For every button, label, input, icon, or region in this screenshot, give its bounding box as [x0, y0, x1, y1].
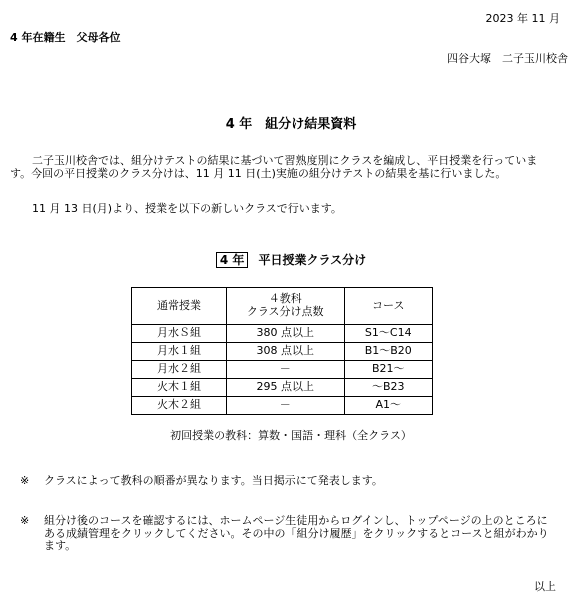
- course-cell: A1～: [344, 397, 432, 415]
- table-title-label: 平日授業クラス分け: [258, 253, 367, 267]
- class-table: [131, 287, 433, 415]
- note-mark: ※: [20, 474, 30, 487]
- table-header-row: [132, 288, 433, 325]
- change-notice: [10, 203, 342, 216]
- header-score: ４教科 クラス分け点数: [226, 288, 344, 325]
- course-cell: B21～: [344, 361, 432, 379]
- table-row: [132, 343, 433, 361]
- class-name-cell: 月水Ｓ組: [132, 325, 227, 343]
- score-cell: 295 点以上: [226, 379, 344, 397]
- score-cell: 380 点以上: [226, 325, 344, 343]
- score-cell: －: [226, 361, 344, 379]
- table-row: [132, 397, 433, 415]
- change-notice-text: 11 月 13 日(月)より、授業を以下の新しいクラスで行います。: [32, 202, 342, 215]
- class-name-cell: 月水２組: [132, 361, 227, 379]
- course-cell: B1～B20: [344, 343, 432, 361]
- note-text: 組分け後のコースを確認するには、ホームページ生徒用からログインし、トップページの上のところにある成績管理をクリックしてください。その中の「組分け履歴」をクリックするとコースと組がわかります。: [44, 514, 549, 553]
- first-class-subjects: 初回授業の教科：算数・国語・理科（全クラス）: [170, 429, 412, 442]
- class-name-cell: 月水１組: [132, 343, 227, 361]
- note-item: [10, 475, 558, 488]
- intro-paragraph: [10, 155, 558, 180]
- note-mark: ※: [20, 514, 30, 527]
- score-cell: －: [226, 397, 344, 415]
- course-cell: S1～C14: [344, 325, 432, 343]
- document-title: 4 年 組分け結果資料: [225, 117, 357, 132]
- class-name-cell: 火木１組: [132, 379, 227, 397]
- class-name-cell: 火木２組: [132, 397, 227, 415]
- table-title-grade: 4 年: [216, 252, 249, 268]
- intro-text: 二子玉川校舎では、組分けテストの結果に基づいて習熟度別にクラスを編成し、平日授業を行っています。今回の平日授業のクラス分けは、11 月 11 日(土)実施の組分けテストの結果を基に行いました。: [10, 154, 538, 180]
- table-row: [132, 379, 433, 397]
- header-course: コース: [344, 288, 432, 325]
- note-item: [10, 515, 558, 553]
- table-row: [132, 361, 433, 379]
- sender: 四谷大塚 二子玉川校舎: [447, 52, 568, 65]
- table-row: [132, 325, 433, 343]
- score-cell: 308 点以上: [226, 343, 344, 361]
- closing-mark: 以上: [534, 580, 556, 593]
- course-cell: ～B23: [344, 379, 432, 397]
- header-class: 通常授業: [132, 288, 227, 325]
- addressee: 4 年在籍生 父母各位: [10, 31, 121, 44]
- document-date: 2023 年 11 月: [485, 12, 560, 25]
- note-text: クラスによって教科の順番が異なります。当日掲示にて発表します。: [44, 474, 383, 487]
- table-title: [0, 254, 582, 268]
